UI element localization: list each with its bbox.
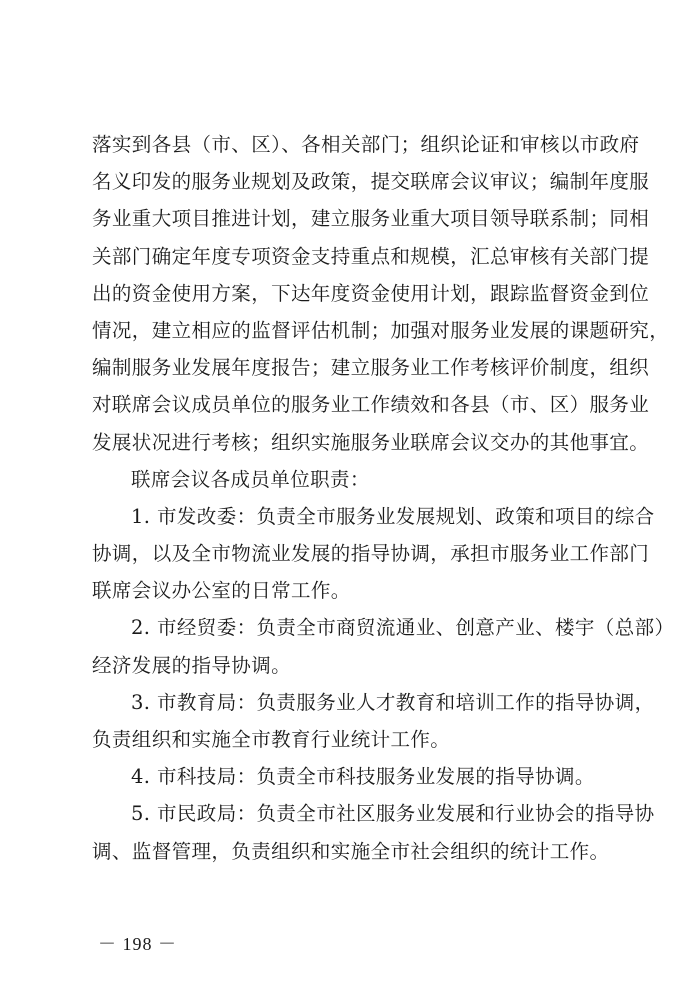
body-text [92, 126, 675, 870]
text-line: 务业重大项目推进计划，建立服务业重大项目领导联系制；同相 [92, 207, 650, 231]
text-line: 联席会议办公室的日常工作。 [92, 579, 351, 603]
list-item-1: 1. 市发改委：负责全市服务业发展规划、政策和项目的综合 [131, 504, 655, 528]
text-line: 负责组织和实施全市教育行业统计工作。 [92, 728, 451, 751]
text-line: 落实到各县（市、区）、各相关部门；组织论证和审核以市政府 [92, 133, 640, 156]
section-heading: 联席会议各成员单位职责： [131, 467, 370, 491]
list-item-5: 5. 市民政局：负责全市社区服务业发展和行业协会的指导协 [131, 802, 655, 826]
text-line: 经济发展的指导协调。 [92, 653, 292, 677]
list-item-4: 4. 市科技局：负责全市科技服务业发展的指导协调。 [131, 765, 595, 789]
text-line: 关部门确定年度专项资金支持重点和规模，汇总审核有关部门提 [92, 244, 650, 268]
list-item-2: 2. 市经贸委：负责全市商贸流通业、创意产业、楼宇（总部） [131, 616, 675, 640]
list-item-3: 3. 市教育局：负责服务业人才教育和培训工作的指导协调， [131, 690, 655, 714]
text-line: 编制服务业发展年度报告；建立服务业工作考核评价制度，组织 [92, 356, 650, 380]
text-line: 名义印发的服务业规划及政策，提交联席会议审议；编制年度服 [92, 170, 650, 194]
page-number: － 198 － [98, 934, 177, 954]
text-line: 出的资金使用方案，下达年度资金使用计划，跟踪监督资金到位 [92, 281, 650, 305]
text-line: 情况，建立相应的监督评估机制；加强对服务业发展的课题研究， [92, 318, 670, 342]
text-line: 调、监督管理，负责组织和实施全市社会组织的统计工作。 [92, 839, 610, 863]
text-line: 协调，以及全市物流业发展的指导协调，承担市服务业工作部门 [92, 542, 650, 566]
text-line: 对联席会议成员单位的服务业工作绩效和各县（市、区）服务业 [92, 393, 650, 417]
text-line: 发展状况进行考核；组织实施服务业联席会议交办的其他事宜。 [92, 430, 650, 454]
